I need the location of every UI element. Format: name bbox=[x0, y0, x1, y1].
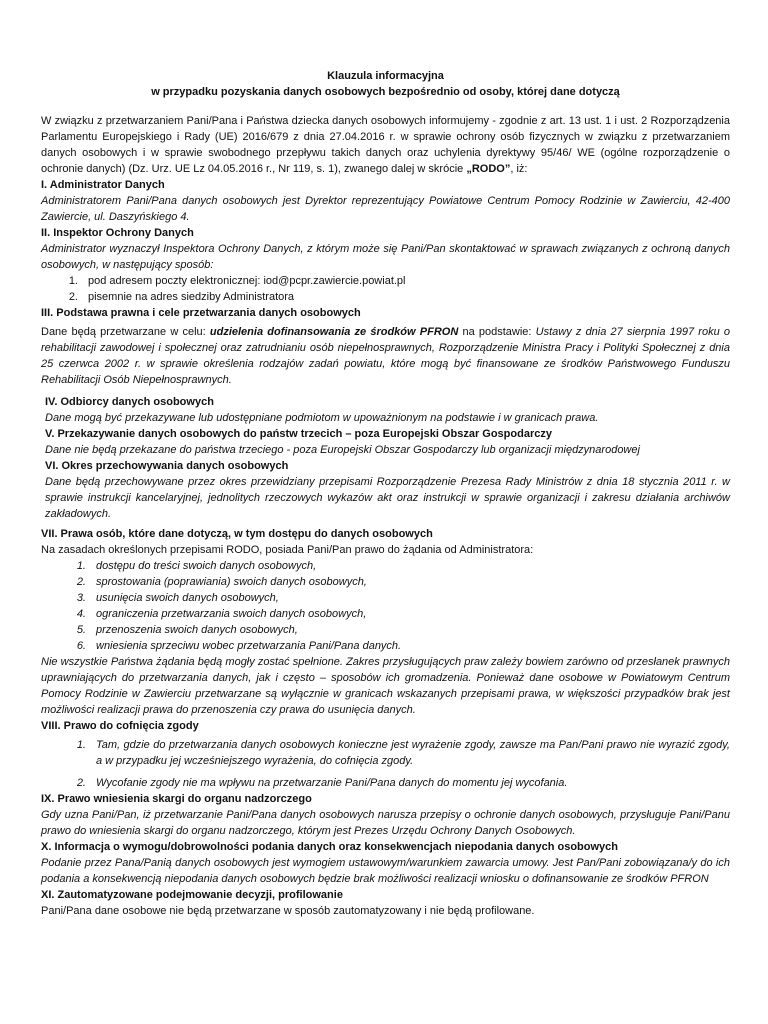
section-5-body: Dane nie będą przekazane do państwa trzeciego - poza Europejski Obszar Gospodarczy lub organizacji międzynarodowej bbox=[45, 444, 640, 456]
list-number: 2. bbox=[76, 777, 86, 789]
section-11-heading: XI. Zautomatyzowane podejmowanie decyzji, profilowanie bbox=[41, 889, 343, 901]
list-number: 1. bbox=[68, 275, 78, 287]
section-4-body: Dane mogą być przekazywane lub udostępniane podmiotom w upoważnionym na podstawie i w granicach prawa. bbox=[45, 412, 599, 424]
section-7-heading: VII. Prawa osób, które dane dotyczą, w tym dostępu do danych osobowych bbox=[41, 528, 433, 540]
list-number: 4. bbox=[76, 608, 86, 620]
list-item bbox=[63, 590, 730, 606]
section-9-body: Gdy uzna Pani/Pan, iż przetwarzanie Pani/Pana danych osobowych narusza przepisy o ochronie danych osobowych, przysługuje Pani/Panu prawo do wniesienia skargi do organu nadzorczego, którym jest Prezes Urzędu Ochrony Danych Osobowych. bbox=[41, 809, 730, 837]
contact-email: pod adresem poczty elektronicznej: iod@pcpr.zawiercie.powiat.pl bbox=[88, 275, 406, 287]
list-text: Tam, gdzie do przetwarzania danych osobowych konieczne jest wyrażenie zgody, zawsze ma Pan/Pani prawo nie wyrazić zgody, a w przypadku jej wcześniejszego wyrażenia, do cofnięcia zgody. bbox=[96, 739, 730, 767]
list-text: Wycofanie zgody nie ma wpływu na przetwarzanie Pani/Pana danych do momentu jej wycofania. bbox=[96, 777, 568, 789]
section-7-lead: Na zasadach określonych przepisami RODO, posiada Pani/Pan prawo do żądania od Administratora: bbox=[41, 544, 534, 556]
list-item bbox=[63, 574, 730, 590]
section-3-body bbox=[41, 324, 730, 388]
section-6-heading: VI. Okres przechowywania danych osobowych bbox=[45, 460, 289, 472]
title-line-2: w przypadku pozyskania danych osobowych bezpośrednio od osoby, której dane dotyczą bbox=[151, 86, 620, 98]
document-title bbox=[41, 68, 730, 100]
intro-text: W związku z przetwarzaniem Pani/Pana i Państwa dziecka danych osobowych informujemy - zgodnie z art. 13 ust. 1 i ust. 2 Rozporządzenia Parlamentu Europejskiego i Rady (UE) 2016/679 z dnia 27.04.2016 r. w sprawie ochrony osób fizycznych w związku z przetwarzaniem danych osobowych i w sprawie swobodnego przepływu takich danych oraz uchylenia dyrektywy 95/46/ WE (ogólne rozporządzenie o ochronie danych) (Dz. Urz. UE Lz 04.05.2016 r., Nr 119, s. 1), zwanego dalej w skrócie bbox=[41, 115, 730, 175]
section-1-heading: I. Administrator Danych bbox=[41, 179, 165, 191]
list-number: 1. bbox=[76, 560, 86, 572]
intro-tail: , iż: bbox=[510, 163, 528, 175]
list-number: 5. bbox=[76, 624, 86, 636]
section-4-heading: IV. Odbiorcy danych osobowych bbox=[45, 396, 214, 408]
section-3-mid: na podstawie: bbox=[458, 326, 536, 338]
section-11-body: Pani/Pana dane osobowe nie będą przetwarzane w sposób zautomatyzowany i nie będą profilowane. bbox=[41, 905, 535, 917]
intro-rodo: „RODO” bbox=[466, 163, 511, 175]
list-item bbox=[63, 622, 730, 638]
section-10-heading: X. Informacja o wymogu/dobrowolności podania danych oraz konsekwencjach niepodania danych osobowych bbox=[41, 841, 618, 853]
section-10-body: Podanie przez Pana/Panią danych osobowych jest wymogiem ustawowym/warunkiem zawarcia umowy. Jest Pan/Pani zobowiązana/y do ich podania a konsekwencją niepodania danych osobowych będzie brak możliwości realizacji wniosku o dofinansowanie ze środków PFRON bbox=[41, 857, 730, 885]
list-text: wniesienia sprzeciwu wobec przetwarzania Pani/Pana danych. bbox=[96, 640, 402, 652]
list-number: 1. bbox=[76, 739, 86, 751]
section-8-heading: VIII. Prawo do cofnięcia zgody bbox=[41, 720, 199, 732]
section-3-heading: III. Podstawa prawna i cele przetwarzania danych osobowych bbox=[41, 307, 361, 319]
section-3-lead: Dane będą przetwarzane w celu: bbox=[41, 326, 210, 338]
consent-list bbox=[41, 737, 730, 791]
list-text: przenoszenia swoich danych osobowych, bbox=[96, 624, 298, 636]
list-item bbox=[63, 558, 730, 574]
list-text: dostępu do treści swoich danych osobowych, bbox=[96, 560, 317, 572]
list-text: usunięcia swoich danych osobowych, bbox=[96, 592, 279, 604]
section-5-heading: V. Przekazywanie danych osobowych do państw trzecich – poza Europejski Obszar Gospodarczy bbox=[45, 428, 552, 440]
list-item bbox=[66, 289, 730, 305]
list-item bbox=[63, 775, 730, 791]
list-number: 2. bbox=[76, 576, 86, 588]
list-number: 2. bbox=[68, 291, 78, 303]
list-number: 3. bbox=[76, 592, 86, 604]
list-item bbox=[66, 273, 730, 289]
list-number: 6. bbox=[76, 640, 86, 652]
section-3-purpose: udzielenia dofinansowania ze środków PFRON bbox=[209, 326, 459, 338]
intro-paragraph bbox=[41, 113, 730, 177]
section-6-body: Dane będą przechowywane przez okres przewidziany przepisami Rozporządzenie Prezesa Rady Ministrów z dnia 18 stycznia 2011 r. w sprawie instrukcji kancelaryjnej, jednolitych rzeczowych wykazów akt oraz instrukcji w sprawie organizacji i zakresu działania archiwów zakładowych. bbox=[45, 476, 730, 520]
list-text: sprostowania (poprawiania) swoich danych osobowych, bbox=[96, 576, 367, 588]
contact-list bbox=[41, 273, 730, 305]
rights-list bbox=[41, 558, 730, 654]
title-line-1: Klauzula informacyjna bbox=[327, 70, 444, 82]
list-item bbox=[63, 606, 730, 622]
list-item bbox=[63, 638, 730, 654]
list-item bbox=[63, 737, 730, 769]
section-2-heading: II. Inspektor Ochrony Danych bbox=[41, 227, 194, 239]
section-2-body: Administrator wyznaczył Inspektora Ochrony Danych, z którym może się Pani/Pan skontaktować w sprawach związanych z ochroną danych osobowych, w następujący sposób: bbox=[41, 243, 730, 271]
section-3-legal-basis: Ustawy z dnia 27 sierpnia 1997 roku o rehabilitacji zawodowej i społecznej oraz zatrudnianiu osób niepełnosprawnych, Rozporządzenie Ministra Pracy i Polityki Społecznej z dnia 25 czerwca 2002 r. w sprawie określenia rodzajów zadań powiatu, które mogą być finansowane ze środków Państwowego Funduszu Rehabilitacji Osób Niepełnosprawnych. bbox=[41, 326, 731, 386]
section-1-body: Administratorem Pani/Pana danych osobowych jest Dyrektor reprezentujący Powiatowe Centrum Pomocy Rodzinie w Zawierciu, 42-400 Zawiercie, ul. Daszyńskiego 4. bbox=[41, 195, 730, 223]
contact-postal: pisemnie na adres siedziby Administratora bbox=[88, 291, 295, 303]
list-text: ograniczenia przetwarzania swoich danych osobowych, bbox=[96, 608, 367, 620]
section-9-heading: IX. Prawo wniesienia skargi do organu nadzorczego bbox=[41, 793, 312, 805]
section-7-body: Nie wszystkie Państwa żądania będą mogły zostać spełnione. Zakres przysługujących praw zależy bowiem zarówno od przesłanek prawnych uprawniających do przetwarzania danych, jak i często – sposobów ich gromadzenia. Ponieważ dane osobowe w Powiatowym Centrum Pomocy Rodzinie w Zawierciu przetwarzane są wyłącznie w granicach wskazanych przepisami prawa, w większości przypadków brak jest możliwości realizacji prawa do przenoszenia czy prawa do usunięcia danych. bbox=[41, 656, 730, 716]
